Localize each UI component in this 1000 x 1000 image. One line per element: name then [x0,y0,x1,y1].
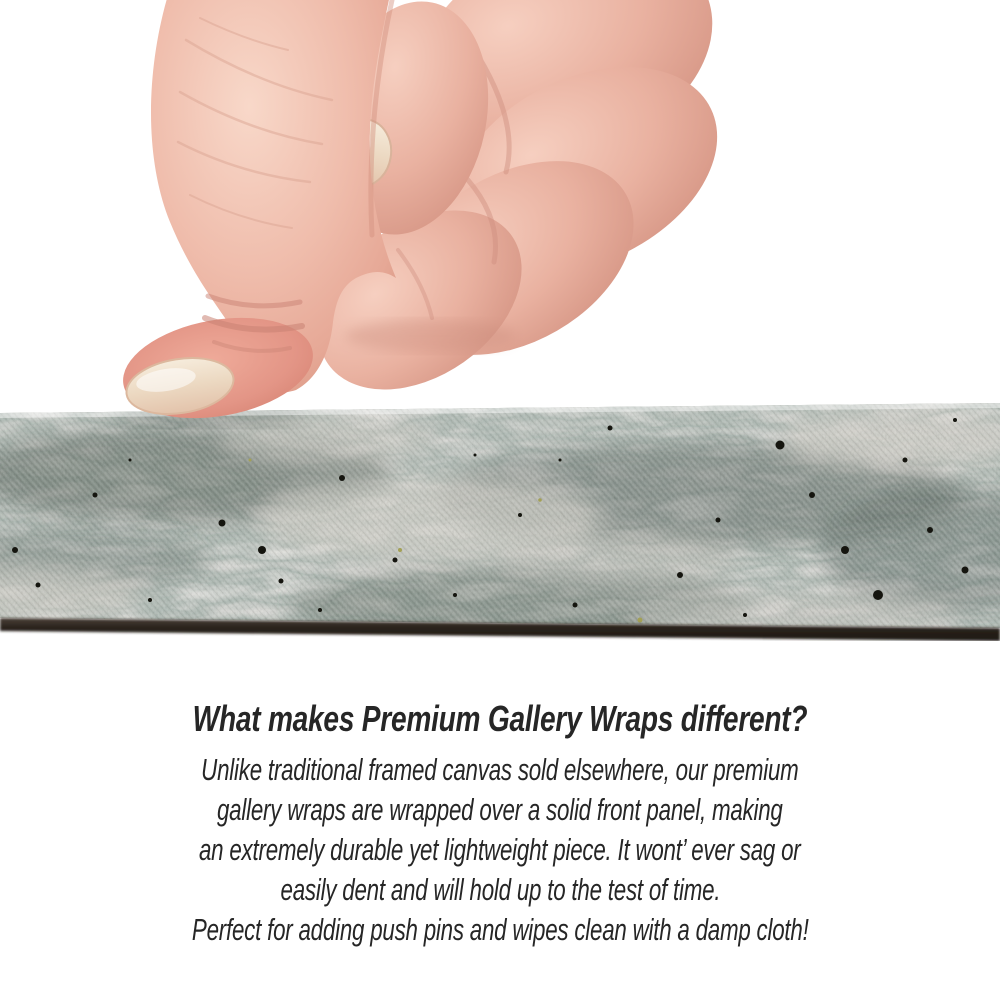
body-line-1: Unlike traditional framed canvas sold elsewhere, our premium [201,752,799,787]
hand-photo [0,0,1000,445]
body-line [0,750,1000,790]
body-line [0,790,1000,830]
body-line [0,870,1000,910]
body-line [0,830,1000,870]
body-line [0,910,1000,950]
body-line-4: easily dent and will hold up to the test of time. [280,872,720,907]
body-line-3: an extremely durable yet lightweight piece. It wont’ ever sag or [199,832,801,867]
headline: What makes Premium Gallery Wraps different? [192,698,808,739]
body-line-5: Perfect for adding push pins and wipes clean with a damp cloth! [191,912,809,947]
headline-row [0,698,1000,740]
hand-graphic [0,0,1000,445]
caption-block [0,698,1000,950]
body-line-2: gallery wraps are wrapped over a solid front panel, making [217,792,783,827]
